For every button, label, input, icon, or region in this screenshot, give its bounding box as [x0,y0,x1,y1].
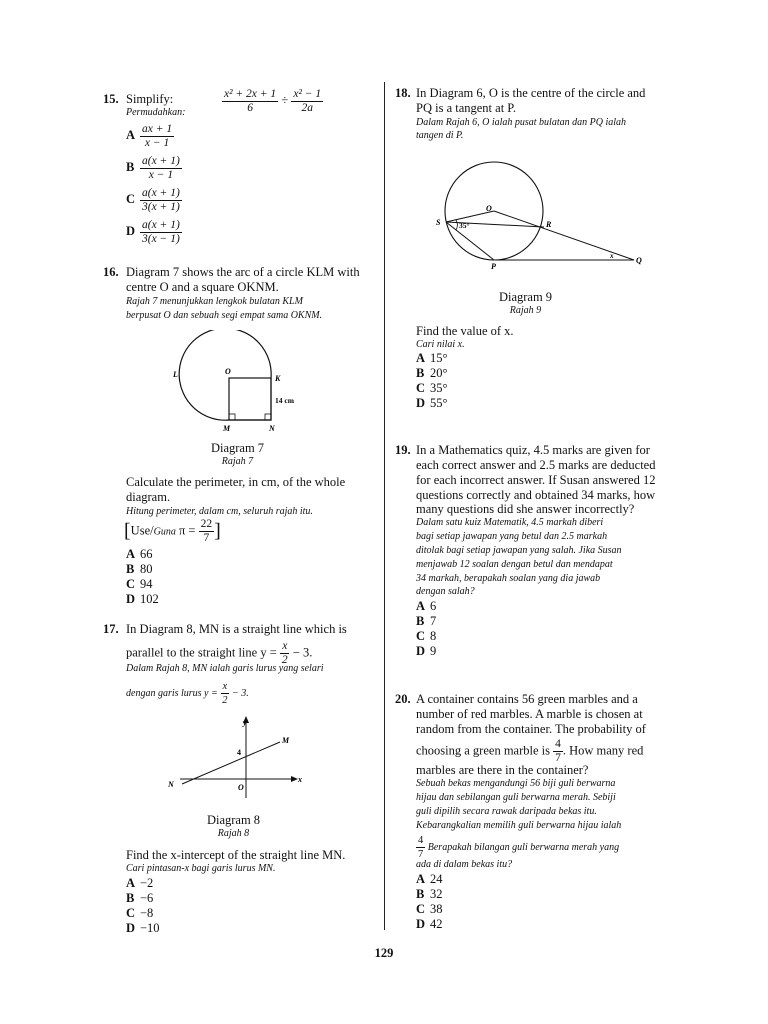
page-number: 129 [374,946,394,960]
label-o: O [225,367,231,376]
option-label: C [416,902,426,916]
option-label: C [126,906,136,920]
fraction [291,88,323,115]
question-text-ms [126,680,249,707]
question-text: marbles are there in the container? [416,763,589,777]
option-c[interactable] [126,906,153,921]
option-label: C [416,629,426,643]
line-mn [182,742,280,784]
label-r: R [546,220,552,229]
option-value: 24 [430,872,443,886]
pi-text: π = [178,523,196,538]
option-value: 32 [430,887,443,901]
question-text-ms: Cari pintasan-x bagi garis lurus MN. [126,863,276,874]
question-text: In a Mathematics quiz, 4.5 marks are given for [416,443,650,457]
label-origin: O [238,783,244,792]
option-d[interactable] [416,644,436,659]
option-a[interactable] [416,872,443,887]
text-part: − 3. [292,645,313,660]
fraction [416,834,425,861]
option-label: D [416,396,426,410]
question-text: questions correctly and obtained 34 marks, how [416,488,656,502]
option-label: D [416,644,426,658]
denominator: 7 [203,532,210,544]
option-label: D [126,921,136,935]
right-angle-mark [229,414,235,420]
text-part: dengan garis lurus y = [126,687,218,699]
question-text-ms: Permudahkan: [126,107,186,118]
label-o: O [486,204,492,213]
option-d[interactable] [416,396,448,411]
numerator: a(x + 1) [142,219,180,231]
option-label: A [126,128,136,143]
option-value: 80 [140,562,153,576]
question-text: many questions did she answer incorrectly? [416,502,635,516]
question-text: diagram. [126,490,171,504]
question-number: 17. [103,622,119,636]
question-text: number of red marbles. A marble is chosen at [416,707,643,721]
option-value: 8 [430,629,437,643]
text-part: − 3. [232,687,249,699]
label-n: N [269,424,275,433]
denominator: 2a [301,102,313,114]
question-text-ms: Kebarangkalian memilih guli berwarna hijau ialah [416,820,622,831]
bracket-right: ] [214,520,221,542]
label-m: M [282,736,290,745]
diagram-7 [165,330,315,435]
label-l: L [173,370,178,379]
denominator: 2 [222,695,228,706]
option-label: D [126,592,136,606]
label-y: y [243,718,247,727]
denominator: 7 [418,849,424,860]
option-value: 66 [140,547,153,561]
numerator: x [282,640,288,652]
denominator: 2 [281,654,288,666]
option-b[interactable] [416,366,448,381]
question-text-ms: Dalam Rajah 8, MN ialah garis lurus yang selari [126,663,324,674]
option-label: A [416,351,426,365]
question-text-ms: Sebuah bekas mengandungi 56 biji guli berwarna [416,778,616,789]
option-b[interactable] [416,614,436,629]
label-angle: 35° [459,221,470,230]
question-text-ms: ada di dalam bekas itu? [416,859,513,870]
numerator: 4 [555,738,561,750]
caption-text: Diagram 7 [210,441,265,455]
question-text [416,738,643,765]
label-x: x [610,252,614,260]
angle-arc [456,220,457,230]
option-c[interactable] [416,381,448,396]
fraction [220,680,229,707]
option-b[interactable] [126,155,182,182]
caption-text: Diagram 8 [206,813,261,827]
numerator: 4 [418,835,424,846]
option-b[interactable] [126,891,153,906]
caption-text-ms: Rajah 9 [509,305,542,316]
denominator: 6 [247,102,253,114]
numerator: a(x + 1) [142,187,180,199]
label-n: N [168,780,174,789]
option-a[interactable] [126,123,174,150]
option-value: 94 [140,577,153,591]
label-x: x [298,775,302,784]
option-value: 42 [430,917,443,931]
question-text-ms: menjawab 12 soalan dengan betul dan mendapat [416,559,613,570]
numerator: x² − 1 [293,88,322,100]
numerator: ax + 1 [142,123,173,135]
question-text: for each incorrect answer. If Susan answered 12 [416,473,656,487]
diagram-9 [430,155,650,275]
question-number: 18. [395,86,411,100]
option-label: B [416,366,425,380]
text-part: . How many red [562,743,644,758]
option-value: 9 [430,644,437,658]
text-part: choosing a green marble is [416,743,550,758]
question-text: Find the value of x. [416,324,514,338]
question-text-ms: berpusat O dan sebuah segi empat sama OKNM. [126,310,323,321]
option-label: B [416,614,425,628]
question-text: PQ is a tangent at P. [416,101,516,115]
option-c[interactable] [126,577,153,592]
right-angle-mark [265,414,271,420]
question-text: Find the x-intercept of the straight line MN. [126,848,346,862]
option-value: −6 [140,891,154,905]
question-text-ms: ditolak bagi setiap jawapan yang salah. Jika Susan [416,545,622,556]
question-text-ms: Rajah 7 menunjukkan lengkok bulatan KLM [126,296,303,307]
denominator: 7 [555,752,561,764]
denominator: 3(x + 1) [142,201,180,213]
question-text: A container contains 56 green marbles and a [416,692,638,706]
question-number: 19. [395,443,411,457]
option-value: 6 [430,599,437,613]
option-value: 38 [430,902,443,916]
question-text: Calculate the perimeter, in cm, of the whole [126,475,346,489]
question-text-ms: bagi setiap jawapan yang betul dan 2.5 markah [416,531,608,542]
option-label: A [416,872,426,886]
option-a[interactable] [126,547,153,562]
question-text-ms: hijau dan sebilangan guli berwarna merah. Sebiji [416,792,616,803]
question-number: 16. [103,265,119,279]
option-label: C [126,577,136,591]
x-arrow [291,776,298,782]
question-text-ms: Hitung perimeter, dalam cm, seluruh rajah itu. [126,506,313,517]
option-d[interactable] [126,219,182,246]
text-part: Berapakah bilangan guli berwarna merah yang [427,841,620,853]
caption-text-ms: Rajah 8 [217,828,250,839]
label-k: K [275,374,281,383]
caption-text: Diagram 9 [498,290,553,304]
denominator: x − 1 [144,137,170,149]
text-part: parallel to the straight line y = [126,645,277,660]
option-d[interactable] [416,917,443,932]
expression [222,88,323,115]
pi-note [124,518,221,545]
column-divider [384,82,385,930]
option-label: B [126,562,135,576]
option-d[interactable] [126,592,159,607]
denominator: 3(x − 1) [142,233,180,245]
label-m: M [223,424,231,433]
question-text: centre O and a square OKNM. [126,280,279,294]
option-value: −2 [140,876,154,890]
option-label: D [126,224,136,239]
question-text-ms: Dalam Rajah 6, O ialah pusat bulatan dan PQ ialah [416,117,626,128]
option-value: 102 [140,592,159,606]
use-text: Use/ [130,523,154,538]
fraction [199,518,215,545]
fraction [222,88,278,115]
label-s: S [436,218,441,227]
question-text-ms: 34 markah, berapakah soalan yang dia jawab [416,573,601,584]
option-value: 15° [430,351,448,365]
option-value: 35° [430,381,448,395]
fraction [553,738,563,765]
denominator: x − 1 [148,169,174,181]
question-text-ms: dengan salah? [416,586,475,597]
caption-text-ms: Rajah 7 [221,456,254,467]
option-b[interactable] [126,562,153,577]
option-c[interactable] [416,902,443,917]
numerator: x [222,681,228,692]
option-label: B [126,891,135,905]
option-a[interactable] [416,599,436,614]
numerator: x² + 2x + 1 [224,88,277,100]
option-a[interactable] [126,876,153,891]
label-4: 4 [237,748,241,757]
numerator: a(x + 1) [142,155,180,167]
numerator: 22 [200,518,213,530]
question-text: In Diagram 6, O is the centre of the circle and [416,86,646,100]
option-value: 55° [430,396,448,410]
question-text: Diagram 7 shows the arc of a circle KLM with [126,265,360,279]
option-b[interactable] [416,887,443,902]
question-number: 20. [395,692,411,706]
option-a[interactable] [416,351,448,366]
guna-text: Guna [153,526,176,538]
question-text-ms [416,834,619,861]
option-label: C [416,381,426,395]
question-text-ms: guli dipilih secara rawak daripada bekas itu. [416,806,597,817]
question-text-ms: tangen di P. [416,130,464,141]
diagram-caption [186,813,281,839]
question-text: Simplify: [126,92,174,106]
length-label: 14 cm [275,396,294,405]
option-label: B [416,887,425,901]
option-value: −8 [140,906,154,920]
option-label: A [416,599,426,613]
divide-sign: ÷ [281,93,289,108]
diagram-8 [160,712,310,802]
diagram-caption [190,441,285,467]
option-label: B [126,160,135,175]
option-label: A [126,876,136,890]
label-p: P [491,262,496,271]
bracket-left: [ [124,520,131,542]
option-label: C [126,192,136,207]
option-c[interactable] [126,187,182,214]
question-text-ms: Cari nilai x. [416,339,465,350]
question-text: each correct answer and 2.5 marks are deducted [416,458,656,472]
question-text-ms: Dalam satu kuiz Matematik, 4.5 markah diberi [416,517,604,528]
diagram-caption [478,290,573,316]
option-value: 7 [430,614,437,628]
label-q: Q [636,256,642,265]
option-label: A [126,547,136,561]
option-value: −10 [140,921,160,935]
question-text: random from the container. The probability of [416,722,646,736]
option-c[interactable] [416,629,436,644]
option-label: D [416,917,426,931]
question-number: 15. [103,92,119,106]
question-text: In Diagram 8, MN is a straight line which is [126,622,347,636]
option-value: 20° [430,366,448,380]
option-d[interactable] [126,921,160,936]
